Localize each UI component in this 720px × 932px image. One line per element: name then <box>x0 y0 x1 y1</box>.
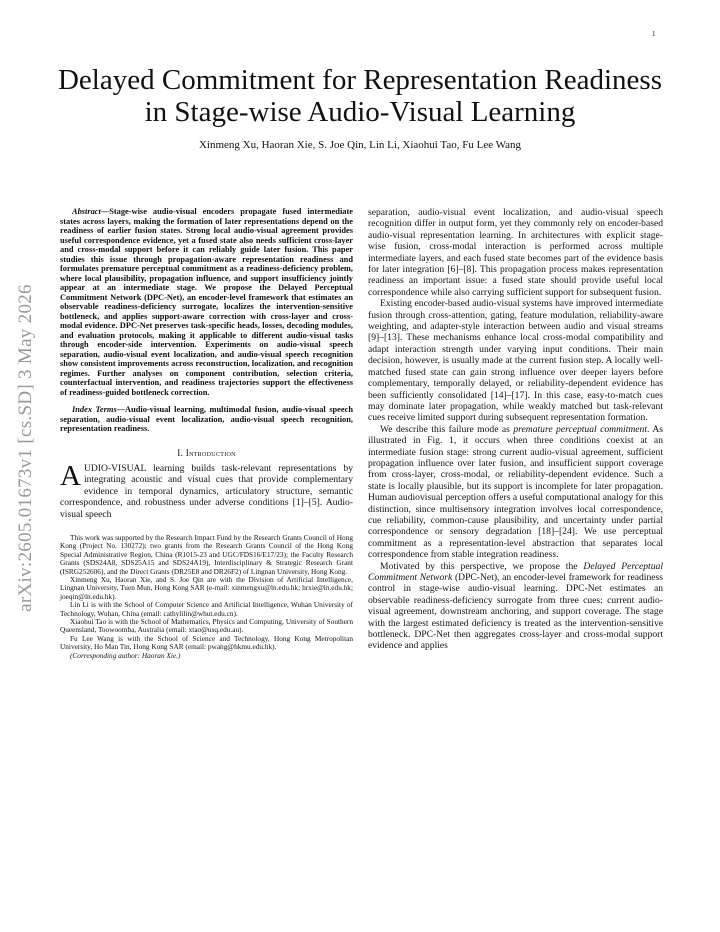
page-number: 1 <box>652 30 656 38</box>
p4-emphasis: Delayed Perceptual Commitment Network <box>368 560 663 583</box>
section-number: I. <box>177 447 184 458</box>
left-column <box>60 207 353 660</box>
title-line-1: Delayed Commitment for Representation Readiness <box>57 64 662 96</box>
author-list: Xinmeng Xu, Haoran Xie, S. Joe Qin, Lin Li, Xiaohui Tao, Fu Lee Wang <box>198 139 522 151</box>
index-terms <box>60 405 353 434</box>
footnote-affiliation-1: Xinmeng Xu, Haoran Xie, and S. Joe Qin are with the Division of Artificial Intelligence, Lingnan University, Tuen Mun, Hong Kong SAR (e-mail: xinmengxu@ln.edu.hk; hrxie@ln.edu.hk; joeqin@ln.edu.hk). <box>60 574 353 601</box>
drop-cap: A <box>60 459 81 492</box>
abstract <box>60 207 353 397</box>
intro-text: learning builds task-relevant representations by integrating acoustic and visual cues that provide complementary evidence in temporal dynamics, articulatory structure, semantic correspondence, and robustness under adverse conditions [1]–[5]. Audio-visual speech <box>60 462 353 520</box>
section-title: Introduction <box>185 447 236 458</box>
body-paragraph-3 <box>368 424 663 561</box>
footnote-affiliation-4: Fu Lee Wang is with the School of Science and Technology, Hong Kong Metropolitan University, Ho Man Tin, Hong Kong SAR (email: pwang@hkmu.edu.hk). <box>60 633 353 652</box>
footnote-affiliation-3: Xiaohui Tao is with the School of Mathematics, Physics and Computing, University of Southern Queensland, Toowoomba, Australia (email: xtao@usq.edu.au). <box>60 617 353 635</box>
index-terms-label: Index Terms <box>72 405 117 414</box>
abstract-text: —Stage-wise audio-visual encoders propagate fused intermediate states across layers, making the formation of later representations depend on the readiness of earlier fusion states. Strong local audio-visual agreement provides useful correspondence evidence, yet a fused state also needs sufficient cross-layer and cross-modal support before it can reliably guide later fusion. This paper studies this issue through propagation-aware representation readiness and formulates premature perceptual commitment as a readiness-deficiency problem, where local plausibility, propagation influence, and support insufficiency jointly appear at an intermediate stage. We propose the Delayed Perceptual Commitment Network (DPC-Net), an encoder-level framework that estimates an observable readiness-deficiency surrogate, localizes the intervention-sensitive bottleneck, and applies support-aware correction with cross-layer and cross-modal evidence. DPC-Net preserves task-specific heads, losses, decoding modules, and evaluation protocols, making it applicable to different audio-visual tasks through encoder-side intervention. Experiments on audio-visual speech separation, audio-visual event localization, and audio-visual speech recognition show consistent improvements across reconstruction, localization, and recognition regimes. Further analyses on component contribution, selection criteria, counterfactual intervention, and readiness trajectories support the effectiveness of readiness-guided bottleneck correction. <box>60 207 353 397</box>
title-line-2: in Stage-wise Audio-Visual Learning <box>144 96 576 128</box>
index-terms-text: —Audio-visual learning, multimodal fusion, audio-visual speech separation, audio-visual event localization, audio-visual speech recognition, representation readiness. <box>60 405 353 433</box>
p4-rest: (DPC-Net), an encoder-level framework for readiness control in stage-wise audio-visual learning. DPC-Net estimates an observable readiness-deficiency surrogate from three cues: current audio-visual agreement, downstream anchoring, and support coverage. The stage with the largest estimated deficiency is treated as the intervention-sensitive bottleneck. DPC-Net then aggregates cross-layer and cross-modal support evidence and applies <box>368 572 663 652</box>
right-column <box>368 207 663 652</box>
arxiv-identifier: arXiv:2605.01673v1 [cs.SD] 3 May 2026 <box>15 284 36 612</box>
p3-lead: We describe this failure mode as <box>380 423 514 435</box>
body-paragraph-4 <box>368 561 663 652</box>
body-paragraph-2: Existing encoder-based audio-visual systems have improved intermediate fusion through cross-attention, gating, feature modulation, reliability-aware weighting, and adapter-style interaction between audio and visual streams [9]–[13]. These mechanisms enhance local cross-modal compatibility and adapt interaction strength under varying input conditions. Their main decision, however, is usually made at the current fusion step. A locally well-matched fused state can gain strong influence over deeper layers before complementary, temporally delayed, or reliability-dependent evidence has been sufficiently consolidated [14]–[17]. In this case, easy-to-match cues may dominate later propagation, while weakly matched but task-relevant cues receive limited support during subsequent representation formation. <box>368 298 663 424</box>
footnote-funding: This work was supported by the Research Impact Fund by the Research Grants Council of Hong Kong (Project No. 130272); two grants from the Research Grants Council of the Hong Kong Special Administrative Region, China (R1015-23 and UGC/FDS16/E17/23); the Faculty Research Grants (SDS24A8, SDS25A15 and SDS24A19), Interdisciplinary & Strategic Research Grant (ISRG252606), and the Direct Grants (DR25E8 and DR26F2) of Lingnan University, Hong Kong. <box>60 532 353 576</box>
footnotes <box>60 534 353 660</box>
body-paragraph-1: separation, audio-visual event localization, and audio-visual speech recognition differ in output form, yet they commonly rely on encoder-based audio-visual representation learning. In architectures with explicit stage-wise fusion, cross-modal interaction is performed across multiple intermediate layers, and each fused state becomes part of the evidence basis for later integration [6]–[8]. This propagation process makes representation readiness an important issue: a fused state should provide useful local correspondence while also carrying sufficient support for subsequent fusion. <box>368 207 663 298</box>
corresponding-author-note: (Corresponding author: Haoran Xie.) <box>70 650 181 660</box>
section-heading-introduction <box>60 448 353 459</box>
intro-first-word: UDIO-VISUAL <box>83 462 146 474</box>
p3-emphasis: premature perceptual commitment <box>513 423 648 435</box>
intro-paragraph <box>60 459 353 520</box>
abstract-label: Abstract <box>72 207 101 216</box>
p3-rest: . As illustrated in Fig. 1, it occurs when three conditions coexist at an intermediate fusion stage: strong current audio-visual agreement, sufficient propagation influence over later fusion, and insufficient support coverage from cross-layer, cross-modal, or reliability-dependent evidence. Such a state is locally plausible, but its support is incomplete for later propagation. Human audiovisual perception offers a useful computational analogy for this distinction, since multisensory integration involves local correspondence, cue reliability, common-cause plausibility, and uncertainty under partial correspondence or sensory degradation [18]–[24]. We use perceptual commitment as a representation-level abstraction that separates local correspondence from stable integration readiness. <box>368 423 663 561</box>
p4-lead: Motivated by this perspective, we propose the <box>380 560 584 572</box>
paper-title <box>40 64 680 128</box>
footnote-affiliation-2: Lin Li is with the School of Computer Science and Artificial Intelligence, Wuhan University of Technology, Wuhan, China (email: cathylilin@whut.edu.cn). <box>60 600 353 618</box>
